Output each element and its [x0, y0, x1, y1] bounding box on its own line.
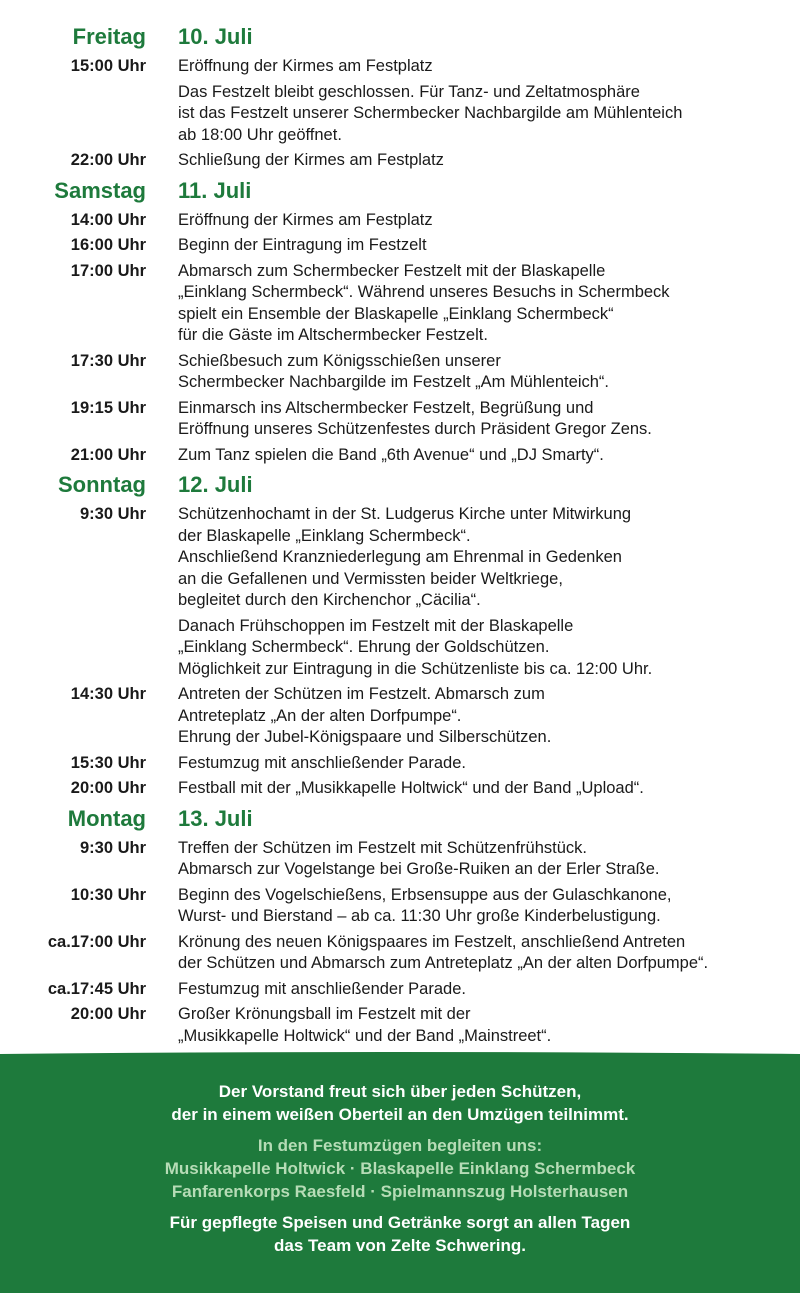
footer-line: das Team von Zelte Schwering.	[274, 1236, 526, 1255]
footer-vorstand	[0, 1080, 800, 1126]
entry-time: 14:00 Uhr	[70, 210, 146, 229]
entry-time: 17:00 Uhr	[70, 261, 146, 280]
entry-description	[178, 885, 800, 928]
schedule-entry	[0, 56, 800, 146]
footer-curve-decoration	[0, 1052, 800, 1076]
entry-time: 20:00 Uhr	[70, 779, 146, 797]
schedule-entry	[0, 445, 800, 467]
day-date: 11. Juli	[178, 177, 252, 203]
entry-description	[178, 351, 800, 394]
schedule-entry	[0, 261, 800, 347]
day-name: Montag	[67, 805, 146, 831]
schedule-entry	[0, 351, 800, 394]
entry-paragraph: Eröffnung der Kirmes am Festplatz	[178, 57, 433, 75]
schedule-entry	[0, 932, 800, 975]
entry-time: 22:00 Uhr	[70, 151, 146, 169]
schedule-entry	[0, 979, 800, 1001]
footer-line: Fanfarenkorps Raesfeld · Spielmannszug Holsterhausen	[171, 1182, 629, 1201]
entry-paragraph: Schließung der Kirmes am Festplatz	[178, 151, 444, 169]
day-header-sonntag	[0, 472, 800, 504]
footer-verpflegung	[0, 1211, 800, 1257]
footer-begleitung	[0, 1134, 800, 1203]
entry-paragraph: Einmarsch ins Altschermbecker Festzelt, Begrüßung und Eröffnung unseres Schützenfestes durch Präsident Gregor Zens.	[178, 398, 652, 438]
entry-description	[178, 753, 800, 775]
schedule-entry	[0, 778, 800, 800]
entry-description	[178, 838, 800, 881]
entry-time: 9:30 Uhr	[79, 505, 146, 523]
footer-line: Für gepflegte Speisen und Getränke sorgt an allen Tagen	[169, 1213, 631, 1232]
entry-paragraph: Antreten der Schützen im Festzelt. Abmarsch zum Antreteplatz „An der alten Dorfpumpe“. Ehrung der Jubel-Königspaare und Silberschützen.	[178, 685, 552, 746]
footer-line: Musikkapelle Holtwick · Blaskapelle Einklang Schermbeck	[164, 1159, 636, 1178]
entry-description	[178, 684, 800, 749]
entry-paragraph: Großer Krönungsball im Festzelt mit der „Musikkapelle Holtwick“ und der Band „Mainstreet“.	[178, 1005, 552, 1045]
entry-description	[178, 150, 800, 172]
entry-paragraph: Schützenhochamt in der St. Ludgerus Kirche unter Mitwirkung der Blaskapelle „Einklang Schermbeck“. Anschließend Kranzniederlegung am Ehrenmal in Gedenken an die Gefallenen und Vermissten beider Weltkriege, begleitet durch den Kirchenchor „Cäcilia“.	[178, 505, 632, 609]
entry-time: 15:30 Uhr	[70, 753, 146, 772]
entry-description	[178, 1004, 800, 1047]
day-date: 10. Juli	[178, 24, 253, 49]
entry-time: 15:00 Uhr	[70, 57, 146, 75]
entry-description	[178, 398, 800, 441]
entry-paragraph: Festumzug mit anschließender Parade.	[178, 979, 466, 998]
entry-paragraph: Das Festzelt bleibt geschlossen. Für Tanz- und Zeltatmosphäre ist das Festzelt unserer Schermbecker Nachbargilde am Mühlenteich ab 18:00 Uhr geöffnet.	[178, 82, 683, 144]
footer-band	[0, 1052, 800, 1293]
entry-time: ca.17:00 Uhr	[47, 932, 146, 951]
entry-paragraph: Beginn der Eintragung im Festzelt	[178, 236, 427, 254]
schedule-entry	[0, 753, 800, 775]
entry-time: 21:00 Uhr	[70, 445, 146, 464]
entry-time: 14:30 Uhr	[70, 685, 146, 703]
entry-paragraph: Abmarsch zum Schermbecker Festzelt mit der Blaskapelle „Einklang Schermbeck“. Während unseres Besuchs in Schermbeck spielt ein Ensemble der Blaskapelle „Einklang Schermbeck“ für die Gäste im Altschermbecker Festzelt.	[178, 261, 670, 344]
footer-line: der in einem weißen Oberteil an den Umzügen teilnimmt.	[171, 1105, 629, 1124]
festival-schedule	[0, 24, 800, 1051]
footer-line: Der Vorstand freut sich über jeden Schützen,	[218, 1082, 582, 1101]
entry-description	[178, 235, 800, 257]
schedule-entry	[0, 150, 800, 172]
entry-description	[178, 445, 800, 467]
entry-time: 19:15 Uhr	[70, 398, 146, 417]
entry-paragraph: Festumzug mit anschließender Parade.	[178, 753, 466, 772]
schedule-entry	[0, 1004, 800, 1047]
day-header-montag	[0, 806, 800, 838]
schedule-entry	[0, 504, 800, 680]
day-date: 13. Juli	[178, 805, 253, 831]
schedule-entry	[0, 838, 800, 881]
day-header-freitag	[0, 24, 800, 56]
entry-description	[178, 932, 800, 975]
entry-paragraph: Zum Tanz spielen die Band „6th Avenue“ und „DJ Smarty“.	[178, 445, 604, 464]
entry-time: 16:00 Uhr	[70, 236, 146, 254]
schedule-entry	[0, 398, 800, 441]
entry-paragraph: Danach Frühschoppen im Festzelt mit der Blaskapelle „Einklang Schermbeck“. Ehrung der Goldschützen. Möglichkeit zur Eintragung in die Schützenliste bis ca. 12:00 Uhr.	[178, 616, 653, 678]
schedule-entry	[0, 210, 800, 232]
schedule-entry	[0, 885, 800, 928]
schedule-entry	[0, 684, 800, 749]
entry-description	[178, 210, 800, 232]
schedule-entry	[0, 235, 800, 257]
entry-description	[178, 56, 800, 146]
entry-description	[178, 778, 800, 800]
day-name: Freitag	[72, 24, 146, 49]
entry-time: 20:00 Uhr	[70, 1005, 146, 1023]
entry-paragraph: Eröffnung der Kirmes am Festplatz	[178, 210, 433, 229]
entry-time: 17:30 Uhr	[70, 351, 146, 370]
entry-description	[178, 261, 800, 347]
entry-paragraph: Beginn des Vogelschießens, Erbsensuppe aus der Gulaschkanone, Wurst- und Bierstand – ab ca. 11:30 Uhr große Kinderbelustigung.	[178, 885, 672, 925]
entry-description	[178, 979, 800, 1001]
entry-time: ca.17:45 Uhr	[47, 979, 146, 998]
day-name: Sonntag	[58, 472, 146, 497]
entry-paragraph: Schießbesuch zum Königsschießen unserer Schermbecker Nachbargilde im Festzelt „Am Mühlenteich“.	[178, 351, 609, 391]
day-date: 12. Juli	[178, 472, 253, 497]
entry-description	[178, 504, 800, 680]
footer-line: In den Festumzügen begleiten uns:	[257, 1136, 543, 1155]
entry-paragraph: Festball mit der „Musikkapelle Holtwick“ und der Band „Upload“.	[178, 779, 644, 797]
day-name: Samstag	[54, 177, 146, 203]
entry-time: 9:30 Uhr	[79, 838, 146, 857]
entry-paragraph: Treffen der Schützen im Festzelt mit Schützenfrühstück. Abmarsch zur Vogelstange bei Große-Ruiken an der Erler Straße.	[178, 838, 660, 878]
entry-time: 10:30 Uhr	[70, 885, 146, 904]
entry-paragraph: Krönung des neuen Königspaares im Festzelt, anschließend Antreten der Schützen und Abmarsch zum Antreteplatz „An der alten Dorfpumpe“.	[178, 932, 709, 972]
footer-content	[0, 1080, 800, 1265]
day-header-samstag	[0, 178, 800, 210]
